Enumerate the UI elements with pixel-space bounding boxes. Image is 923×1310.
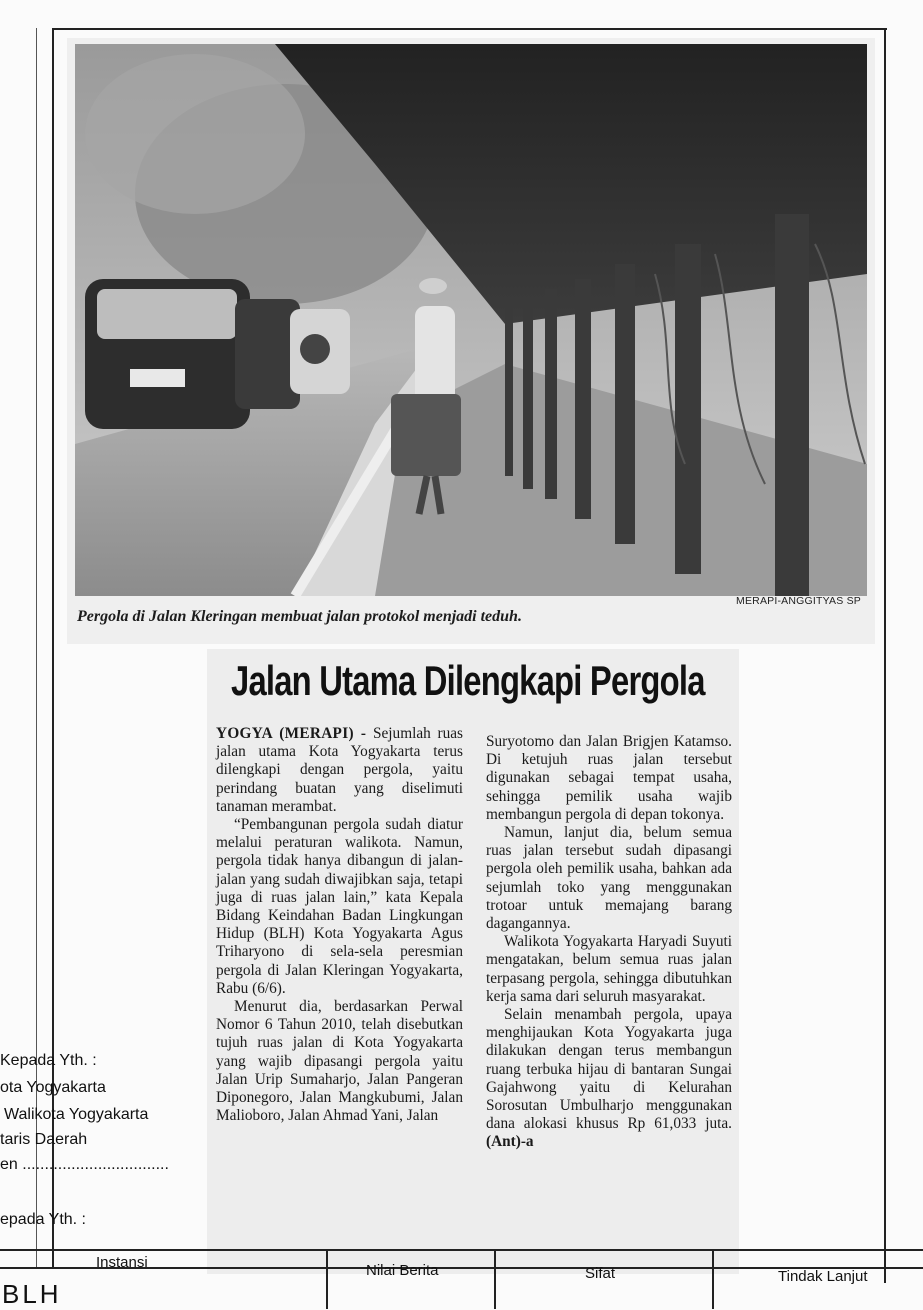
form-frame-right	[884, 28, 886, 1283]
photo-caption: Pergola di Jalan Kleringan membuat jalan protokol menjadi teduh.	[77, 608, 522, 625]
form-frame-top	[52, 28, 887, 30]
article-dateline: YOGYA (MERAPI) -	[216, 725, 367, 742]
article-clipping	[207, 649, 739, 1274]
form-recipient-line: ota Yogyakarta	[0, 1079, 106, 1096]
photo-clipping	[67, 38, 875, 644]
form-column-tindak-lanjut: Tindak Lanjut	[778, 1268, 868, 1285]
article-paragraph: Selain menambah pergola, upaya menghijaukan Kota Yogyakarta juga dilakukan dengan terus membangun ruang terbuka hijau di bantaran Sungai Gajahwong yaitu di Kelurahan Sorosutan Umbulharjo menggunakan dana alokasi khusus Rp 61,033 juta. (Ant)-a	[486, 1006, 732, 1151]
form-table-rule	[0, 1249, 923, 1251]
form-recipient-heading: epada Yth. :	[0, 1211, 86, 1228]
handwritten-note: BLH	[2, 1279, 62, 1309]
form-column-nilai-berita: Nilai Berita	[366, 1262, 439, 1279]
form-recipient-heading: Kepada Yth. :	[0, 1052, 97, 1069]
article-headline: Jalan Utama Dilengkapi Pergola	[231, 657, 705, 704]
form-column-instansi: Instansi	[96, 1254, 148, 1271]
news-photo	[75, 44, 867, 596]
form-recipient-line: Walikota Yogyakarta	[4, 1106, 149, 1123]
article-column-2	[486, 733, 732, 1152]
form-column-sifat: Sifat	[585, 1265, 616, 1282]
form-table-divider	[712, 1250, 714, 1309]
article-column-1	[216, 725, 463, 1125]
article-paragraph: “Pembangunan pergola sudah diatur melalui peraturan walikota. Namun, pergola tidak hanya dibangun di jalan-jalan yang sudah diwajibkan saja, tetapi juga di ruas jalan lain,” kata Kepala Bidang Keindahan Badan Lingkungan Hidup (BLH) Kota Yogyakarta Agus Triharyono di sela-sela peresmian pergola di Jalan Kleringan Yogyakarta, Rabu (6/6).	[216, 816, 463, 997]
article-paragraph: Menurut dia, berdasarkan Perwal Nomor 6 Tahun 2010, telah disebutkan tujuh ruas jalan di Kota Yogyakarta yang wajib dipasangi pergola yaitu Jalan Urip Sumaharjo, Jalan Pangeran Diponegoro, Jalan Mangkubumi, Jalan Malioboro, Jalan Ahmad Yani, Jalan	[216, 998, 463, 1125]
photo-credit: MERAPI-ANGGITYAS SP	[736, 595, 861, 607]
article-paragraph: Suryotomo dan Jalan Brigjen Katamso. Di ketujuh ruas jalan tersebut digunakan sebagai tempat usaha, sehingga pemilik usaha wajib membangun pergola di depan tokonya.	[486, 733, 732, 823]
form-table-divider	[494, 1250, 496, 1309]
article-signoff: (Ant)-a	[486, 1133, 534, 1151]
article-paragraph: YOGYA (MERAPI) - Sejumlah ruas jalan utama Kota Yogyakarta terus dilengkapi dengan pergola, yaitu perindang buatan yang diselimuti tanaman merambat.	[216, 725, 463, 815]
article-paragraph: Walikota Yogyakarta Haryadi Suyuti mengatakan, belum semua ruas jalan terpasang pergola, sehingga dibutuhkan kerja sama dari seluruh masyarakat.	[486, 933, 732, 1005]
form-table-divider	[326, 1250, 328, 1309]
form-recipient-line: taris Daerah	[0, 1131, 88, 1148]
article-paragraph: Namun, lanjut dia, belum semua ruas jalan tersebut sudah dipasangi pergola oleh pemilik usaha, bahkan ada sejumlah toko yang menggunakan trotoar untuk memajang barang dagangannya.	[486, 824, 732, 933]
street-pergola-photo	[75, 44, 867, 596]
form-recipient-line: en .................................	[0, 1156, 169, 1173]
